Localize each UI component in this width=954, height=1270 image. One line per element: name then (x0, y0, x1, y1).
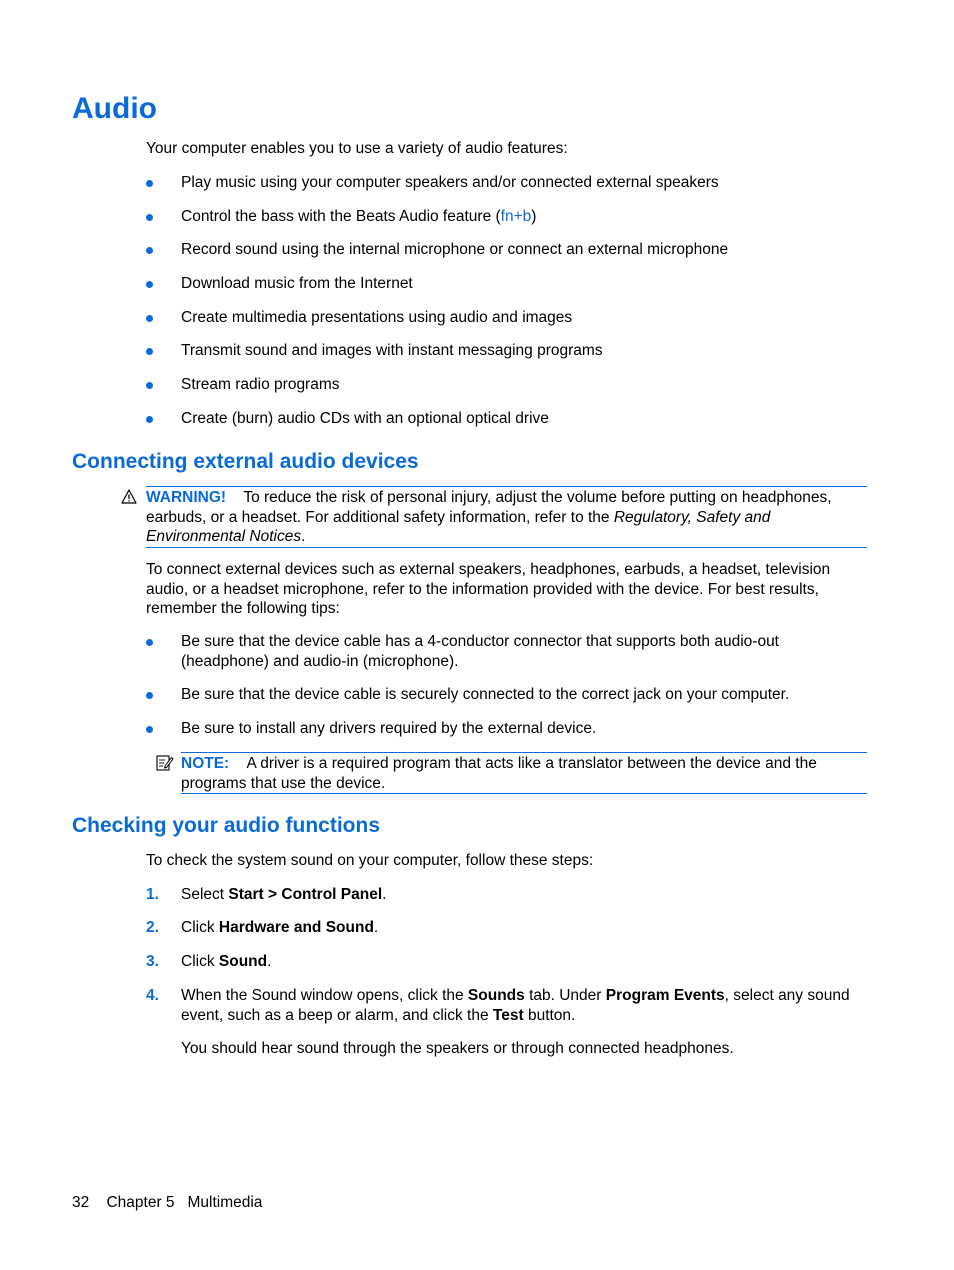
bullet-icon (146, 247, 153, 254)
list-item-text: Record sound using the internal microphone or connect an external microphone (181, 241, 729, 258)
result-paragraph: You should hear sound through the speakers or through connected headphones. (181, 1040, 734, 1057)
bullet-icon (146, 692, 153, 699)
warning-box (146, 486, 867, 548)
note-box (181, 752, 867, 794)
list-item-text: Be sure to install any drivers required by the external device. (181, 720, 597, 737)
list-item-text: Control the bass with the Beats Audio feature (fn+b) (181, 208, 537, 225)
step-text: Click Hardware and Sound. (181, 919, 379, 936)
page-title: Audio (72, 92, 157, 125)
list-item-text: Be sure that the device cable is securely connected to the correct jack on your computer. (181, 686, 790, 703)
list-item-text: Download music from the Internet (181, 275, 413, 292)
list-item-text: Transmit sound and images with instant messaging programs (181, 342, 603, 359)
section-heading-connecting: Connecting external audio devices (72, 450, 419, 473)
note-pencil-icon (156, 754, 174, 777)
bullet-icon (146, 726, 153, 733)
list-item-text: Play music using your computer speakers and/or connected external speakers (181, 174, 719, 191)
step-text: Select Start > Control Panel. (181, 886, 387, 903)
step-number: 1. (146, 886, 159, 903)
page-footer (72, 1193, 262, 1213)
intro-paragraph: Your computer enables you to use a variety of audio features: (146, 140, 568, 157)
notices-reference: Regulatory, Safety and Environmental Notices (146, 508, 771, 545)
step-number: 2. (146, 919, 159, 936)
list-item-text: Be sure that the device cable has a 4-conductor connector that supports both audio-out (headphone) and audio-in (microphone). (181, 633, 779, 670)
bullet-icon (146, 416, 153, 423)
step-text: Click Sound. (181, 953, 272, 970)
bullet-icon (146, 382, 153, 389)
list-item-text: Stream radio programs (181, 376, 340, 393)
note-text: NOTE: A driver is a required program that acts like a translator between the device and the programs that use the device. (181, 755, 817, 792)
step-number: 4. (146, 987, 159, 1004)
step-number: 3. (146, 953, 159, 970)
step-text: When the Sound window opens, click the Sounds tab. Under Program Events, select any sound event, such as a beep or alarm, and click the Test button. (181, 987, 850, 1024)
bullet-icon (146, 281, 153, 288)
bullet-icon (146, 348, 153, 355)
page-number: 32 (72, 1194, 90, 1211)
note-label: NOTE: (181, 755, 230, 772)
warning-label: WARNING! (146, 489, 227, 506)
key-combo: fn+b (500, 208, 532, 225)
bullet-icon (146, 214, 153, 221)
warning-triangle-icon (121, 489, 137, 510)
bullet-icon (146, 315, 153, 322)
list-item-text: Create multimedia presentations using audio and images (181, 309, 573, 326)
bullet-icon (146, 180, 153, 187)
list-item-text: Create (burn) audio CDs with an optional optical drive (181, 410, 549, 427)
warning-text: WARNING! To reduce the risk of personal injury, adjust the volume before putting on headphones, earbuds, or a headset. For additional safety information, refer to the Regulatory, Safety and Environmental Notices. (146, 489, 832, 545)
steps-intro: To check the system sound on your computer, follow these steps: (146, 852, 594, 869)
chapter-title: Multimedia (187, 1194, 263, 1211)
section-heading-checking: Checking your audio functions (72, 814, 381, 837)
bullet-icon (146, 639, 153, 646)
connect-paragraph: To connect external devices such as external speakers, headphones, earbuds, a headset, television audio, or a headset microphone, refer to the information provided with the device. For best results, remember the following tips: (146, 561, 831, 617)
chapter-label: Chapter 5 (106, 1194, 175, 1211)
